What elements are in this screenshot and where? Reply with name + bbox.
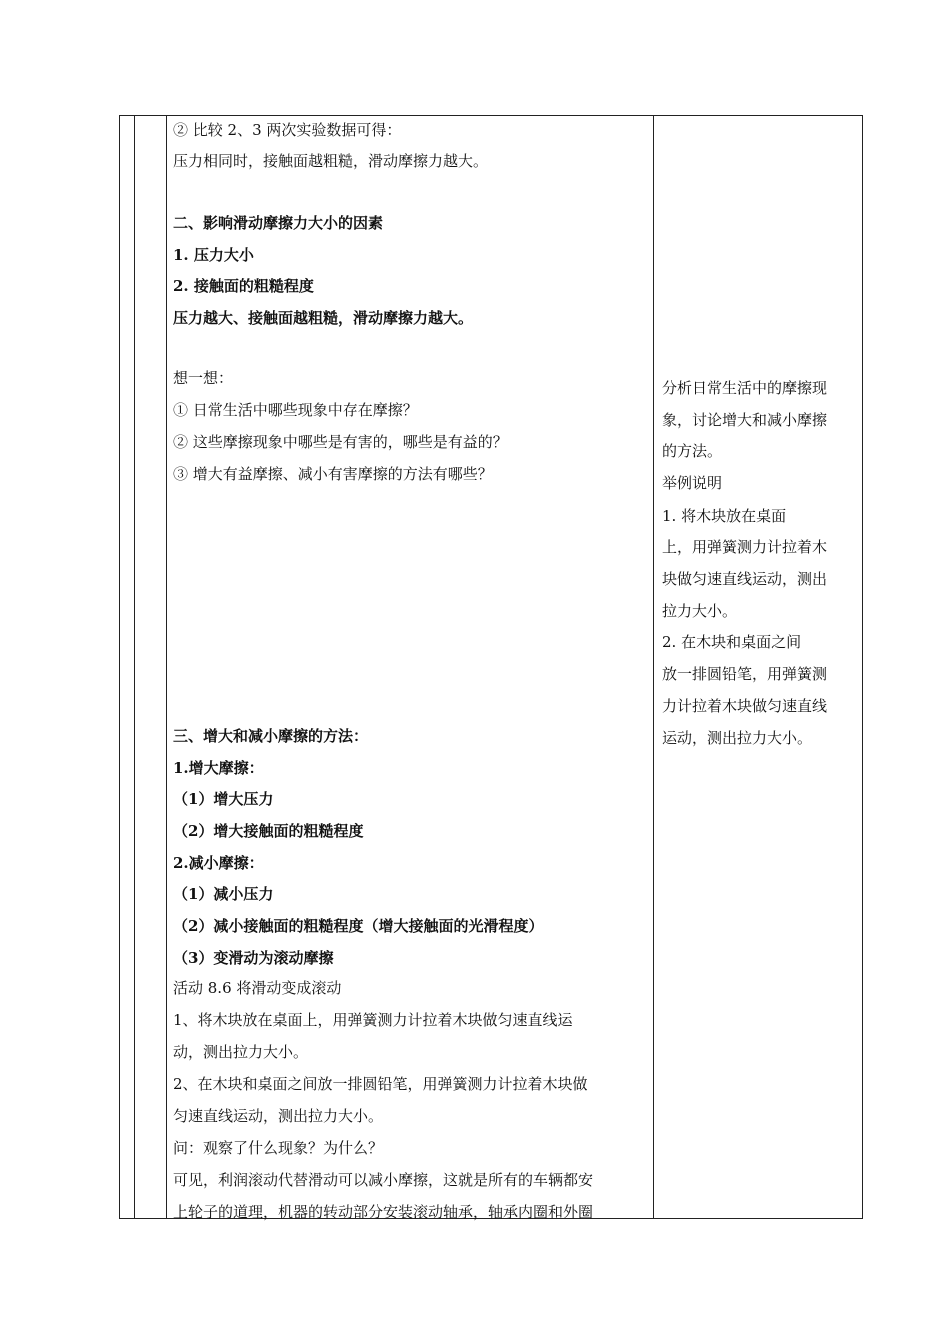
- side-note-line: 运动，测出拉力大小。: [662, 729, 813, 747]
- main-line: 活动 8.6 将滑动变成滚动: [173, 979, 342, 997]
- column-divider-side: [653, 115, 654, 1219]
- main-line: 问：观察了什么现象？为什么？: [173, 1139, 384, 1157]
- main-line: 1、将木块放在桌面上，用弹簧测力计拉着木块做匀速直线运: [173, 1011, 573, 1029]
- side-note-line: 力计拉着木块做匀速直线: [662, 697, 828, 715]
- main-line: 2.减小摩擦：: [173, 854, 264, 872]
- column-divider-content-start: [166, 115, 167, 1219]
- main-line: 压力相同时，接触面越粗糙，滑动摩擦力越大。: [173, 152, 489, 170]
- main-line: 二、影响滑动摩擦力大小的因素: [173, 214, 384, 232]
- side-note-line: 块做匀速直线运动，测出: [662, 570, 828, 588]
- main-line: 动，测出拉力大小。: [173, 1043, 309, 1061]
- main-line: 想一想：: [173, 369, 234, 387]
- side-note-line: 拉力大小。: [662, 602, 738, 620]
- main-line: 1.增大摩擦：: [173, 759, 264, 777]
- main-line: 1. 压力大小: [173, 246, 254, 264]
- side-note-line: 象，讨论增大和减小摩擦: [662, 411, 828, 429]
- main-line: ② 这些摩擦现象中哪些是有害的，哪些是有益的？: [173, 433, 508, 451]
- side-note-line: 2. 在木块和桌面之间: [662, 633, 802, 651]
- main-line: （1）减小压力: [173, 885, 274, 903]
- side-note-line: 放一排圆铅笔，用弹簧测: [662, 665, 828, 683]
- main-line: （2）增大接触面的粗糙程度: [173, 822, 364, 840]
- main-line: （1）增大压力: [173, 790, 274, 808]
- main-line: 可见，利润滚动代替滑动可以减小摩擦，这就是所有的车辆都安: [173, 1171, 594, 1189]
- side-note-line: 上，用弹簧测力计拉着木: [662, 538, 828, 556]
- main-line: （3）变滑动为滚动摩擦: [173, 949, 334, 967]
- main-line: 三、增大和减小摩擦的方法：: [173, 727, 369, 745]
- main-line: 匀速直线运动，测出拉力大小。: [173, 1107, 384, 1125]
- main-line: ① 日常生活中哪些现象中存在摩擦？: [173, 401, 418, 419]
- main-line: 压力越大、接触面越粗糙，滑动摩擦力越大。: [173, 309, 474, 327]
- main-line: （2）减小接触面的粗糙程度（增大接触面的光滑程度）: [173, 917, 544, 935]
- main-line: ② 比较 2、3 两次实验数据可得：: [173, 121, 402, 139]
- main-line: ③ 增大有益摩擦、减小有害摩擦的方法有哪些？: [173, 465, 493, 483]
- main-line: 2、在木块和桌面之间放一排圆铅笔，用弹簧测力计拉着木块做: [173, 1075, 588, 1093]
- side-note-line: 1. 将木块放在桌面: [662, 507, 787, 525]
- side-note-line: 分析日常生活中的摩擦现: [662, 379, 828, 397]
- column-divider-left: [134, 115, 135, 1219]
- main-line: 2. 接触面的粗糙程度: [173, 277, 314, 295]
- main-line: 上轮子的道理，机器的转动部分安装滚动轴承，轴承内圈和外圈: [173, 1203, 594, 1221]
- side-note-line: 举例说明: [662, 474, 723, 492]
- side-note-line: 的方法。: [662, 442, 723, 460]
